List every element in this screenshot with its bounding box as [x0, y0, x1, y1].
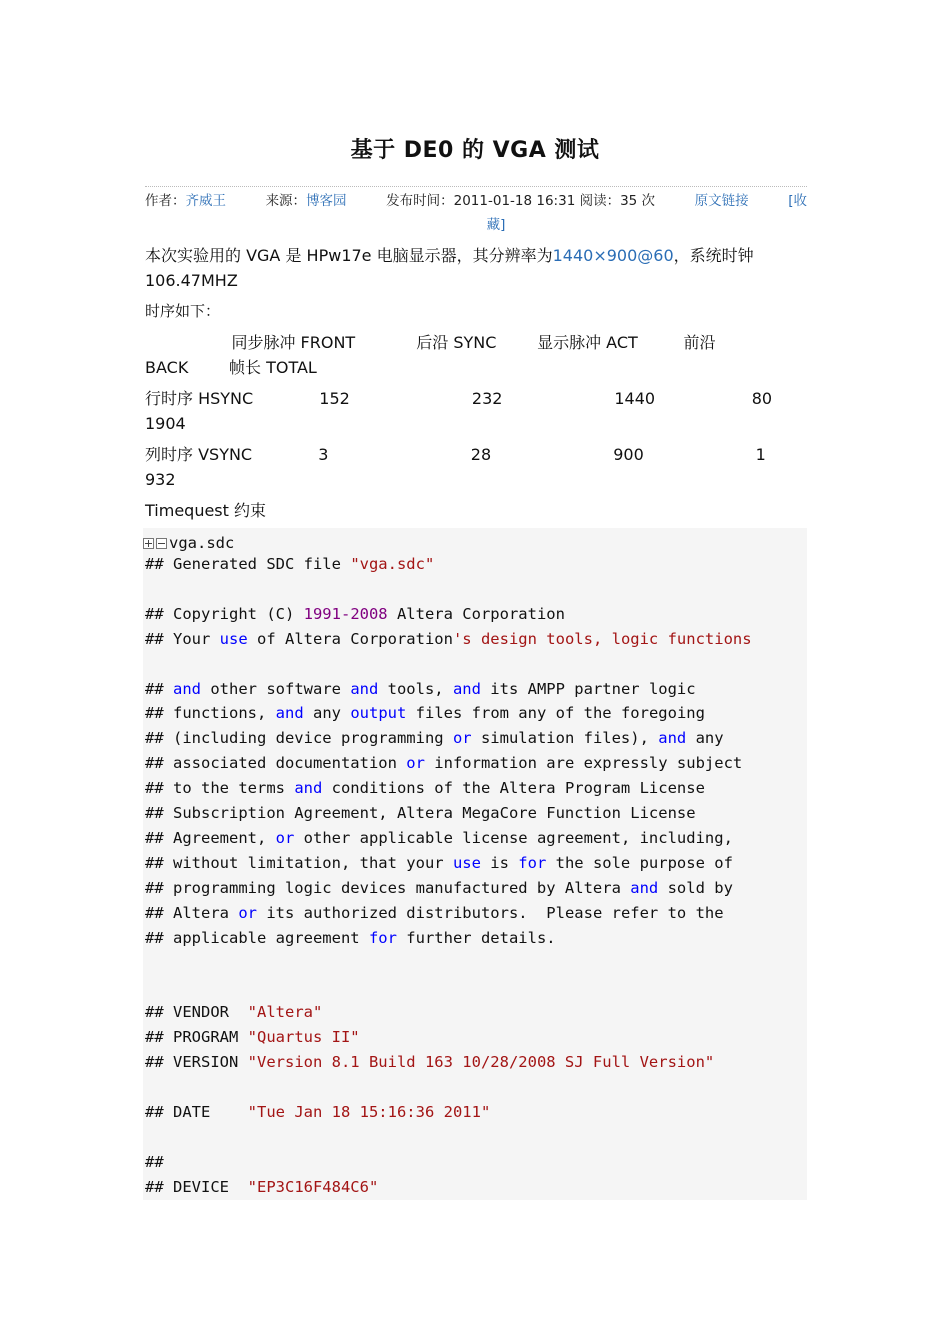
intro-line-1	[145, 243, 754, 268]
hsync-row-1: 行时序 HSYNC 152 232 1440 80	[145, 389, 773, 408]
intro-text-tail: ，系统时钟	[673, 246, 754, 265]
reads-label: 阅读：	[579, 193, 621, 209]
code-line: ## associated documentation or information are expressly subject	[145, 754, 743, 773]
intro-text: 本次实验用的 VGA 是 HPw17e 电脑显示器，其分辨率为	[145, 246, 553, 265]
reads-value: 35 次	[620, 193, 656, 209]
code-line: ## and other software and tools, and its AMPP partner logic	[145, 679, 696, 698]
code-line: ## Copyright (C) 1991-2008 Altera Corporation	[145, 604, 565, 623]
expand-icon[interactable]	[143, 538, 154, 549]
timing-label: 时序如下：	[145, 302, 221, 320]
code-line: ## DEVICE "EP3C16F484C6"	[145, 1177, 379, 1196]
code-line: ## applicable agreement for further details.	[145, 928, 556, 947]
favorite-link[interactable]: [收	[788, 193, 807, 209]
code-line: ## Your use of Altera Corporation's design tools, logic functions	[145, 629, 752, 648]
vsync-row-1: 列时序 VSYNC 3 28 900 1	[145, 445, 766, 464]
code-line: ## PROGRAM "Quartus II"	[145, 1028, 360, 1047]
collapse-icon[interactable]	[156, 538, 167, 549]
source-label: 来源：	[265, 193, 307, 209]
code-content	[145, 552, 752, 1200]
code-line: ## Subscription Agreement, Altera MegaCore Function License	[145, 804, 696, 823]
article-meta	[145, 186, 807, 237]
code-line: ## without limitation, that your use is for the sole purpose of	[145, 853, 733, 872]
timing-header-2: BACK 帧长 TOTAL	[145, 358, 317, 377]
source-link[interactable]: 博客园	[306, 193, 347, 209]
code-line: ## functions, and any output files from any of the foregoing	[145, 704, 705, 723]
timing-header-1: 同步脉冲 FRONT 后沿 SYNC 显示脉冲 ACT 前沿	[145, 333, 716, 352]
author-info	[145, 189, 226, 213]
code-line: ## Generated SDC file "vga.sdc"	[145, 555, 435, 573]
code-line: ## to the terms and conditions of the Altera Program License	[145, 779, 705, 798]
time-label: 发布时间：	[386, 193, 454, 209]
source-info	[266, 189, 347, 213]
code-filename: vga.sdc	[169, 534, 235, 552]
page-title: 基于 DE0 的 VGA 测试	[350, 138, 600, 163]
original-link[interactable]: 原文链接	[694, 193, 749, 209]
code-line: ## (including device programming or simulation files), and any	[145, 729, 724, 748]
vsync-row-2: 932	[145, 470, 176, 489]
resolution-link[interactable]: 1440×900@60	[552, 246, 674, 265]
author-label: 作者：	[145, 193, 186, 209]
time-value: 2011-01-18 16:31	[453, 193, 576, 209]
code-line: ## VENDOR "Altera"	[145, 1003, 323, 1022]
publish-time	[386, 189, 655, 213]
code-line: ## Altera or its authorized distributors. Please refer to the	[145, 903, 724, 922]
code-block	[143, 528, 807, 1200]
code-line: ## DATE "Tue Jan 18 15:16:36 2011"	[145, 1102, 491, 1121]
code-line: ## VERSION "Version 8.1 Build 163 10/28/2008 SJ Full Version"	[145, 1053, 715, 1072]
timequest-label: Timequest 约束	[145, 501, 266, 520]
code-line: ## programming logic devices manufactured by Altera and sold by	[145, 878, 733, 897]
author-link[interactable]: 齐威王	[185, 193, 226, 209]
favorite-link-cont[interactable]: 藏]	[486, 217, 506, 233]
intro-line-2: 106.47MHZ	[145, 271, 238, 290]
code-line: ##	[145, 1152, 164, 1171]
hsync-row-2: 1904	[145, 414, 186, 433]
code-file-header	[143, 534, 234, 552]
code-line: ## Agreement, or other applicable license agreement, including,	[145, 828, 733, 847]
